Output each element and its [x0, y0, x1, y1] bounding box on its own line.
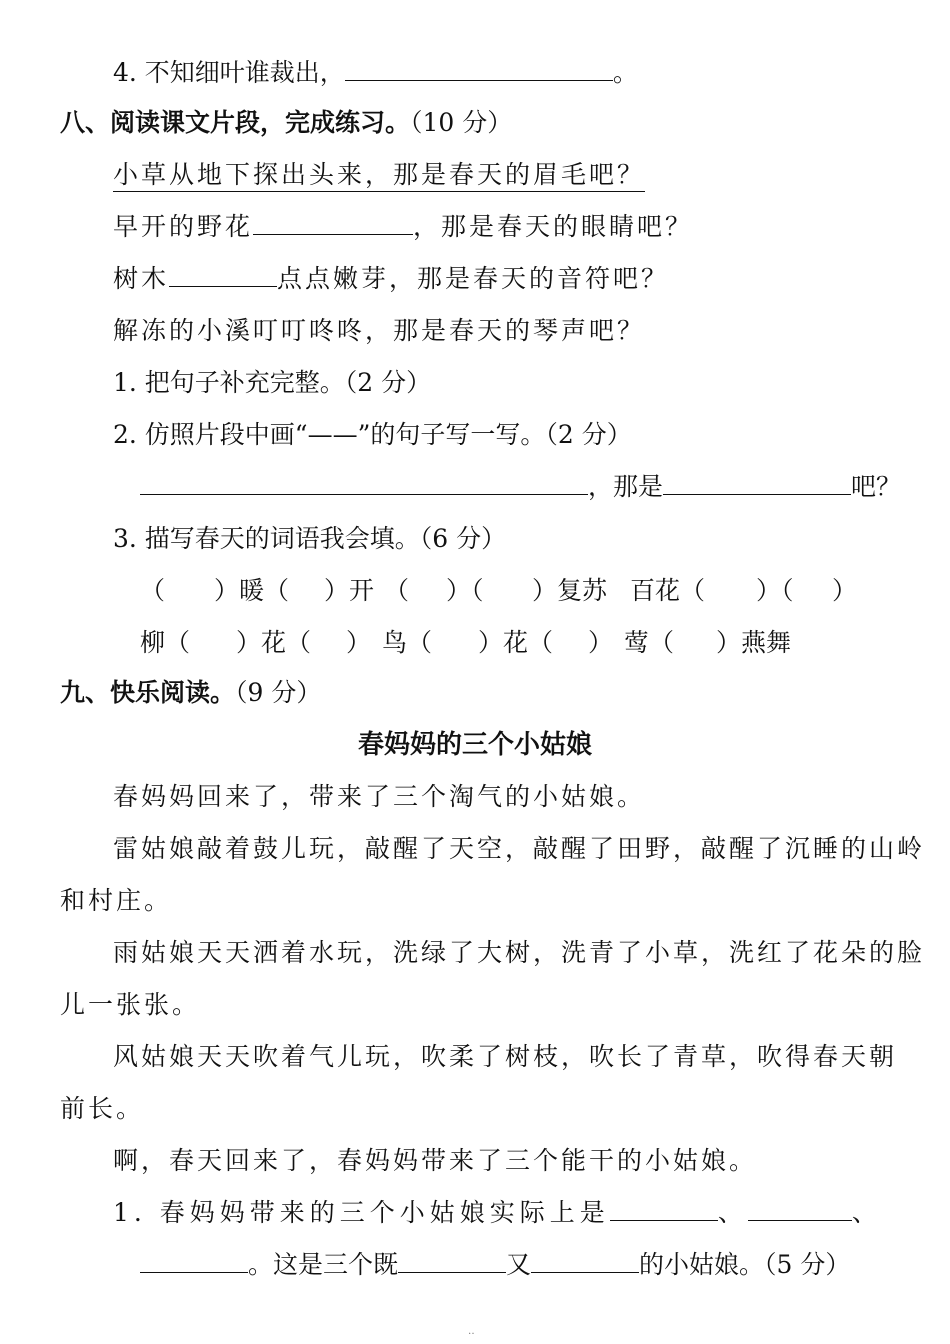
- q7-line4-blank[interactable]: [345, 56, 613, 81]
- s9-q1-blank-4[interactable]: [398, 1248, 506, 1273]
- s8-q2-answer-line: [140, 470, 901, 504]
- s8-row1-item-4[interactable]: ）（: [446, 576, 484, 605]
- q7-line4-text: 4. 不知细叶谁裁出，: [113, 58, 345, 87]
- s9-para-1-text: 春妈妈回来了，带来了三个淘气的小姑娘。: [113, 782, 646, 811]
- s8-p2-end: ，那是春天的眼睛吧？: [413, 212, 694, 241]
- s8-row2-item-3[interactable]: 鸟（: [382, 628, 433, 657]
- s8-q2-blank-1[interactable]: [140, 470, 588, 495]
- s9-para-5: [113, 1144, 757, 1178]
- s8-p3-blank[interactable]: [169, 262, 277, 287]
- s8-heading-text: 八、阅读课文片段，完成练习。: [60, 108, 411, 137]
- s9-para-3-line-1: [113, 936, 925, 970]
- s8-p2-start: 早开的野花: [113, 212, 254, 241]
- s9-q1-blank-3[interactable]: [140, 1248, 248, 1273]
- s9-q1-blank-2[interactable]: [748, 1196, 852, 1221]
- s9-para-3-line-2: [60, 988, 200, 1022]
- s8-q3-row-2: [140, 626, 791, 660]
- s9-para-3b-text: 儿一张张。: [60, 990, 201, 1019]
- s9-story-title: 春妈妈的三个小姑娘: [357, 730, 592, 760]
- s8-heading: [60, 106, 512, 140]
- s8-q1-text: 1. 把句子补充完整。（2 分）: [113, 368, 432, 397]
- s9-para-4-line-2: [60, 1092, 144, 1126]
- s8-q3: [113, 522, 506, 556]
- s8-q2-text: 2. 仿照片段中画“——”的句子写一写。（2 分）: [113, 420, 632, 449]
- s8-q2: [113, 418, 632, 452]
- s8-row1-item-2: ）开: [324, 576, 375, 605]
- s8-row2-item-2: ）: [346, 628, 372, 657]
- s8-row2-item-0[interactable]: 柳（: [140, 628, 191, 657]
- s9-q1-you: 又: [506, 1250, 532, 1279]
- s9-para-2a-text: 雷姑娘敲着鼓儿玩，敲醒了天空，敲醒了田野，敲醒了沉睡的山岭: [113, 834, 926, 863]
- s8-row2-item-1[interactable]: ）花（: [236, 628, 312, 657]
- s8-q3-row-1: [140, 574, 857, 608]
- s8-p3-start: 树木: [113, 264, 170, 293]
- s9-q1-start: 1. 春妈妈带来的三个小姑娘实际上是: [113, 1198, 610, 1227]
- s9-heading-text: 九、快乐阅读。: [60, 678, 236, 707]
- s9-q1-line-1: [113, 1196, 882, 1230]
- s8-q2-blank-2[interactable]: [663, 470, 851, 495]
- s8-row2-item-6[interactable]: 莺（: [624, 628, 675, 657]
- s9-para-2-line-2: [60, 884, 172, 918]
- s9-heading: [60, 676, 321, 710]
- s8-p3-end: 点点嫩芽，那是春天的音符吧？: [277, 264, 670, 293]
- s9-para-2b-text: 和村庄。: [60, 886, 173, 915]
- s8-row1-item-7[interactable]: ）（: [756, 576, 794, 605]
- s8-row1-item-8: ）: [832, 576, 858, 605]
- s9-points: （9 分）: [235, 678, 322, 707]
- s8-passage-line-3: [113, 262, 669, 296]
- s9-para-5-text: 啊，春天回来了，春妈妈带来了三个能干的小姑娘。: [113, 1146, 758, 1175]
- s8-q2-end: 吧？: [851, 472, 902, 501]
- s9-q1-blank-1[interactable]: [610, 1196, 718, 1221]
- s9-para-2-line-1: [113, 832, 925, 866]
- s8-passage-line-1: [113, 158, 645, 192]
- s9-q1-mid: 。这是三个既: [248, 1250, 399, 1279]
- q7-line4-end: 。: [612, 58, 638, 87]
- s9-q1-blank-5[interactable]: [531, 1248, 639, 1273]
- s9-para-1: [113, 780, 645, 814]
- s9-para-4b-text: 前长。: [60, 1094, 145, 1123]
- s8-p4-text: 解冻的小溪叮叮咚咚，那是春天的琴声吧？: [113, 316, 646, 345]
- page-footer-dots: ‥: [468, 1326, 475, 1337]
- s8-row1-item-6[interactable]: 百花（: [630, 576, 706, 605]
- s8-row1-item-3[interactable]: （: [384, 576, 410, 605]
- s9-para-4-line-1: [113, 1040, 897, 1074]
- q7-line4: [113, 56, 638, 90]
- s9-q1-end: 的小姑娘。（5 分）: [639, 1250, 851, 1279]
- s9-para-4a-text: 风姑娘天天吹着气儿玩，吹柔了树枝，吹长了青草，吹得春天朝: [113, 1042, 898, 1071]
- s8-row2-item-4[interactable]: ）花（: [478, 628, 554, 657]
- s8-row1-item-5: ）复苏: [532, 576, 608, 605]
- s9-q1-line-2: [140, 1248, 850, 1282]
- s8-row1-item-1[interactable]: ）暖（: [214, 576, 290, 605]
- s8-q2-mid: ，那是: [588, 472, 664, 501]
- s8-row2-item-7: ）燕舞: [716, 628, 792, 657]
- s8-row2-item-5: ）: [588, 628, 614, 657]
- s9-q1-sep-2: 、: [851, 1198, 882, 1227]
- s8-q1: [113, 366, 431, 400]
- s8-q3-text: 3. 描写春天的词语我会填。（6 分）: [113, 524, 507, 553]
- s8-points: （10 分）: [410, 108, 513, 137]
- s8-p2-blank[interactable]: [253, 210, 413, 235]
- s8-row1-item-0[interactable]: （: [140, 576, 166, 605]
- s8-underlined-sentence: 小草从地下探出头来，那是春天的眉毛吧？: [113, 160, 645, 192]
- s9-para-3a-text: 雨姑娘天天洒着水玩，洗绿了大树，洗青了小草，洗红了花朵的脸: [113, 938, 926, 967]
- s8-passage-line-4: [113, 314, 645, 348]
- s9-q1-sep-1: 、: [717, 1198, 748, 1227]
- s8-passage-line-2: [113, 210, 693, 244]
